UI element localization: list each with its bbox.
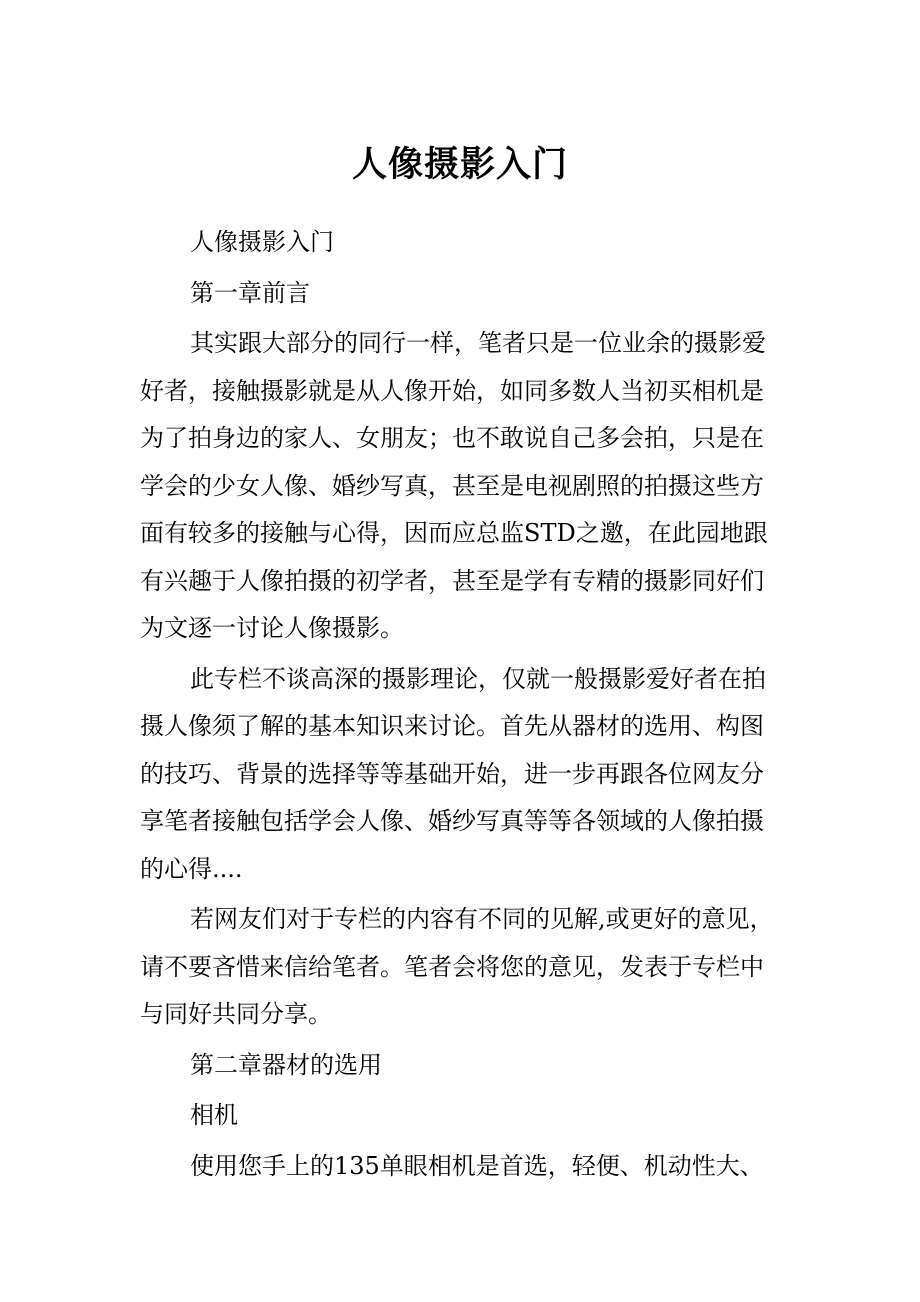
text-line: 相机: [190, 1101, 238, 1129]
text-line: 的技巧、背景的选择等等基础开始，进一步再跟各位网友分: [140, 759, 764, 788]
text-line: 面有较多的接触与心得，因而应总监STD之邀，在此园地跟: [140, 519, 768, 547]
text-line: 使用您手上的135单眼相机是首选，轻便、机动性大、: [190, 1151, 764, 1180]
text-line: 学会的少女人像、婚纱写真，甚至是电视剧照的拍摄这些方: [140, 471, 764, 500]
document-body: [140, 219, 800, 1193]
paragraph: [140, 1143, 800, 1191]
text-line: 若网友们对于专栏的内容有不同的见解,或更好的意见，: [190, 905, 774, 933]
text-line: 与同好共同分享。: [140, 1000, 332, 1028]
text-line: 第二章器材的选用: [190, 1050, 382, 1079]
paragraph: [140, 320, 800, 653]
paragraph: [140, 896, 800, 1039]
text-line: 第一章前言: [190, 278, 310, 307]
paragraph: [140, 270, 800, 318]
text-line: 好者，接触摄影就是从人像开始，如同多数人当初买相机是: [140, 376, 764, 405]
text-line: 此专栏不谈高深的摄影理论，仅就一般摄影爱好者在拍: [190, 664, 766, 693]
document-title: 人像摄影入门: [351, 144, 568, 185]
text-line: 享笔者接触包括学会人像、婚纱写真等等各领域的人像拍摄: [140, 807, 764, 835]
text-line: 有兴趣于人像拍摄的初学者，甚至是学有专精的摄影同好们: [140, 566, 764, 595]
text-line: 为了拍身边的家人、女朋友；也不敢说自己多会拍，只是在: [140, 424, 764, 452]
paragraph: [140, 656, 800, 894]
text-line: 摄人像须了解的基本知识来讨论。首先从器材的选用、构图: [140, 712, 764, 740]
text-line: 人像摄影入门: [190, 228, 334, 256]
text-line: 的心得....: [140, 854, 243, 883]
paragraph: [140, 1092, 800, 1140]
text-line: 请不要吝惜来信给笔者。笔者会将您的意见，发表于专栏中: [140, 952, 764, 981]
paragraph: [140, 219, 800, 267]
paragraph: [140, 1042, 800, 1090]
text-line: 其实跟大部分的同行一样，笔者只是一位业余的摄影爱: [190, 329, 766, 357]
text-line: 为文逐一讨论人像摄影。: [140, 614, 404, 642]
